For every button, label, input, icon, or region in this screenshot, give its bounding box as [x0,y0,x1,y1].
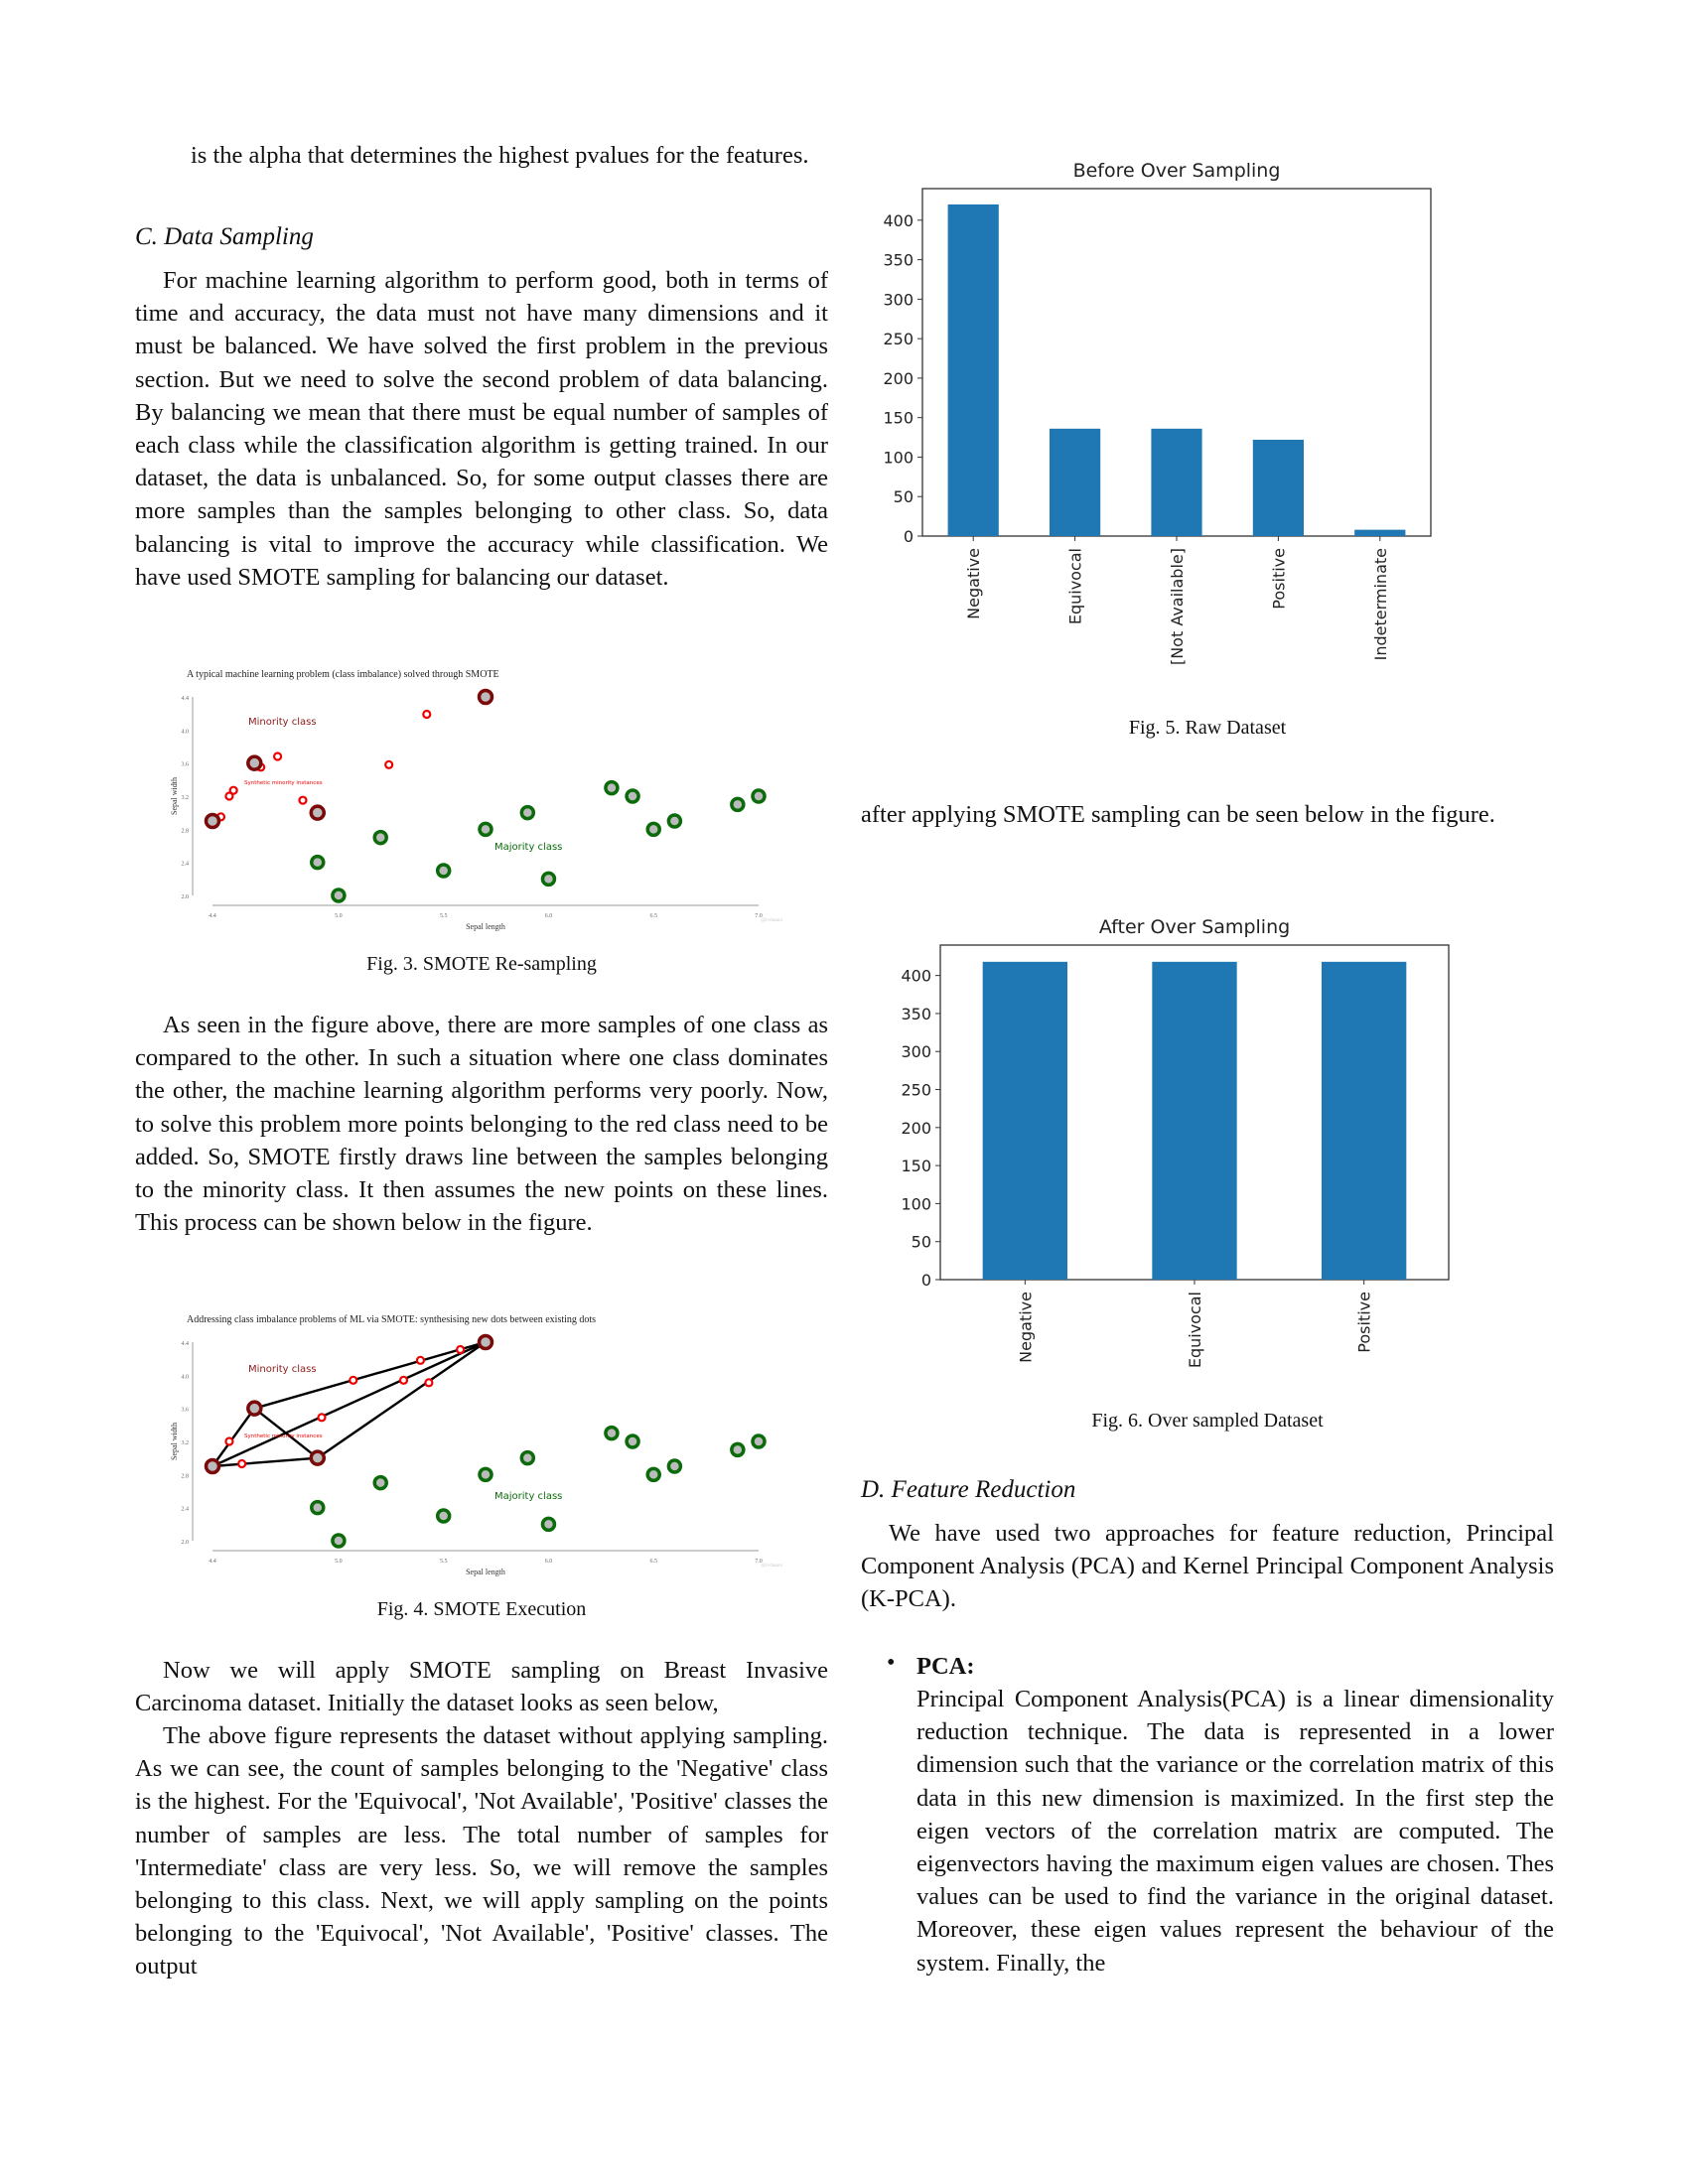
svg-text:4.4: 4.4 [209,913,216,919]
svg-text:2.0: 2.0 [181,1540,189,1546]
svg-text:Sepal width: Sepal width [170,777,179,815]
svg-text:Minority class: Minority class [248,717,317,728]
svg-text:5.0: 5.0 [335,913,343,919]
svg-text:Majority class: Majority class [494,1491,563,1502]
svg-text:5.0: 5.0 [335,1559,343,1565]
svg-text:3.6: 3.6 [181,761,189,768]
svg-text:4.0: 4.0 [181,1374,189,1381]
svg-text:100: 100 [883,448,914,468]
after-smote-paragraph: after applying SMOTE sampling can be seen below in the figure. [861,801,1495,828]
after-oversampling-bar-chart [861,903,1554,1370]
figure-6-caption: Fig. 6. Over sampled Dataset [1091,1410,1324,1432]
svg-text:2.4: 2.4 [181,1506,189,1513]
svg-text:2.4: 2.4 [181,861,189,868]
section-d-heading: D. Feature Reduction [861,1476,1076,1503]
svg-text:3.2: 3.2 [181,795,189,801]
svg-text:200: 200 [883,368,914,388]
svg-text:Negative: Negative [964,548,984,619]
svg-text:3.2: 3.2 [181,1440,189,1446]
apply-smote-paragraph: Now we will apply SMOTE sampling on Breast Invasive Carcinoma dataset. Initially the dataset looks as seen below, [135,1657,828,1717]
svg-text:250: 250 [901,1080,931,1100]
svg-text:4.4: 4.4 [181,696,189,702]
svg-text:5.5: 5.5 [439,1559,448,1565]
smote-execution-plot [157,1300,812,1576]
svg-text:100: 100 [901,1194,931,1214]
svg-text:[Not Available]: [Not Available] [1168,548,1187,666]
svg-text:Indeterminate: Indeterminate [1370,548,1390,661]
svg-text:7.0: 7.0 [755,913,763,919]
dataset-description-paragraph: The above figure represents the dataset without applying sampling. As we can see, the count of samples belonging to the 'Negative' class is the highest. For the 'Equivocal', 'Not Available', 'Positive' classes the number of samples are less. The total number of samples for 'Intermediate' class are very less. So, we will remove the samples belonging to this class. Next, we will apply sampling on the points belonging to the 'Equivocal', 'Not Available', 'Positive' classes. The output [135,1722,828,1980]
svg-text:Positive: Positive [1354,1292,1374,1353]
figure-3-caption: Fig. 3. SMOTE Re-sampling [366,953,597,975]
svg-text:400: 400 [901,966,931,986]
svg-text:Synthetic minority instances: Synthetic minority instances [244,1433,323,1439]
svg-text:2.8: 2.8 [181,1473,189,1480]
svg-text:@rvdasani: @rvdasani [761,1564,782,1569]
svg-text:4.4: 4.4 [209,1559,216,1565]
svg-text:@rvdasani: @rvdasani [761,918,782,923]
figure-3-smote-resampling [157,655,812,931]
bullet-icon: • [887,1650,896,1676]
figure-5-caption: Fig. 5. Raw Dataset [1128,717,1287,739]
svg-text:6.5: 6.5 [649,1559,657,1565]
svg-text:After Over Sampling: After Over Sampling [1098,916,1291,938]
svg-text:A typical machine learning pro: A typical machine learning problem (class imbalance) solved through SMOTE [187,669,499,680]
continuation-text: is the alpha that determines the highest pvalues for the features. [191,142,809,169]
svg-text:50: 50 [911,1232,931,1252]
svg-text:Minority class: Minority class [248,1364,317,1375]
svg-text:50: 50 [893,487,914,507]
svg-text:6.5: 6.5 [649,913,657,919]
svg-text:Majority class: Majority class [494,842,563,853]
figure-5-raw-dataset-chart [861,149,1554,685]
svg-text:Addressing class imbalance pro: Addressing class imbalance problems of ML via SMOTE: synthesising new dots between existing dots [187,1314,597,1325]
svg-text:0: 0 [920,1271,931,1290]
svg-text:Synthetic minority instances: Synthetic minority instances [244,780,323,786]
svg-text:400: 400 [883,210,914,230]
before-oversampling-bar-chart [861,149,1554,685]
smote-scatter-plot [157,655,812,931]
section-d-paragraph: We have used two approaches for feature reduction, Principal Component Analysis (PCA) and Kernel Principal Component Analysis (K-PCA). [861,1520,1554,1613]
svg-text:Sepal width: Sepal width [170,1423,179,1460]
figure-4-caption: Fig. 4. SMOTE Execution [376,1598,587,1620]
svg-text:2.0: 2.0 [181,894,189,900]
svg-text:4.0: 4.0 [181,729,189,736]
svg-text:6.0: 6.0 [544,1559,553,1565]
svg-text:350: 350 [883,250,914,270]
svg-text:250: 250 [883,330,914,349]
svg-text:Sepal length: Sepal length [466,922,505,931]
svg-text:3.6: 3.6 [181,1407,189,1414]
svg-text:4.4: 4.4 [181,1341,189,1347]
section-c-paragraph: For machine learning algorithm to perform good, both in terms of time and accuracy, the data must not have many dimensions and it must be balanced. We have solved the first problem in the previous section. But we need to solve the second problem of data balancing. By balancing we mean that there must be equal number of samples of each class while the classification algorithm is getting trained. In our dataset, the data is unbalanced. So, for some output classes there are more samples than the samples belonging to other class. So, data balancing is vital to improve the accuracy while classification. We have used SMOTE sampling for balancing our dataset. [135,267,828,591]
smote-explanation-paragraph: As seen in the figure above, there are more samples of one class as compared to the other. In such a situation where one class dominates the other, the machine learning algorithm performs very poorly. Now, to solve this problem more points belonging to the red class need to be added. So, SMOTE firstly draws line between the samples belonging to the minority class. It then assumes the new points on these lines. This process can be shown below in the figure. [135,1012,828,1237]
svg-text:7.0: 7.0 [755,1559,763,1565]
svg-text:150: 150 [883,408,914,428]
svg-text:200: 200 [901,1118,931,1138]
svg-text:Equivocal: Equivocal [1186,1292,1204,1369]
svg-text:300: 300 [901,1042,931,1062]
svg-text:150: 150 [901,1157,931,1176]
pca-body: Principal Component Analysis(PCA) is a linear dimensionality reduction technique. The data is represented in a lower dimension such that the variance or the correlation matrix of this data in this new dimension is maximized. In the first step the eigen vectors of the correlation matrix are computed. The eigenvectors having the maximum eigen values are chosen. Thes values can be used to find the variance in the original dataset. Moreover, these eigen values represent the behaviour of the system. Finally, the [916,1686,1554,1977]
svg-text:300: 300 [883,290,914,310]
svg-text:350: 350 [901,1004,931,1024]
pca-title: PCA: [916,1653,975,1680]
section-c-heading: C. Data Sampling [135,223,314,250]
svg-text:0: 0 [903,527,914,546]
svg-text:Positive: Positive [1269,548,1289,610]
svg-text:Negative: Negative [1016,1292,1036,1363]
svg-text:Sepal length: Sepal length [466,1568,505,1576]
svg-text:Equivocal: Equivocal [1065,548,1085,625]
figure-6-oversampled-chart [861,903,1554,1370]
svg-text:6.0: 6.0 [544,913,553,919]
figure-4-smote-execution [157,1300,812,1576]
svg-text:Before Over Sampling: Before Over Sampling [1072,160,1281,182]
svg-text:2.8: 2.8 [181,828,189,835]
svg-text:5.5: 5.5 [439,913,448,919]
